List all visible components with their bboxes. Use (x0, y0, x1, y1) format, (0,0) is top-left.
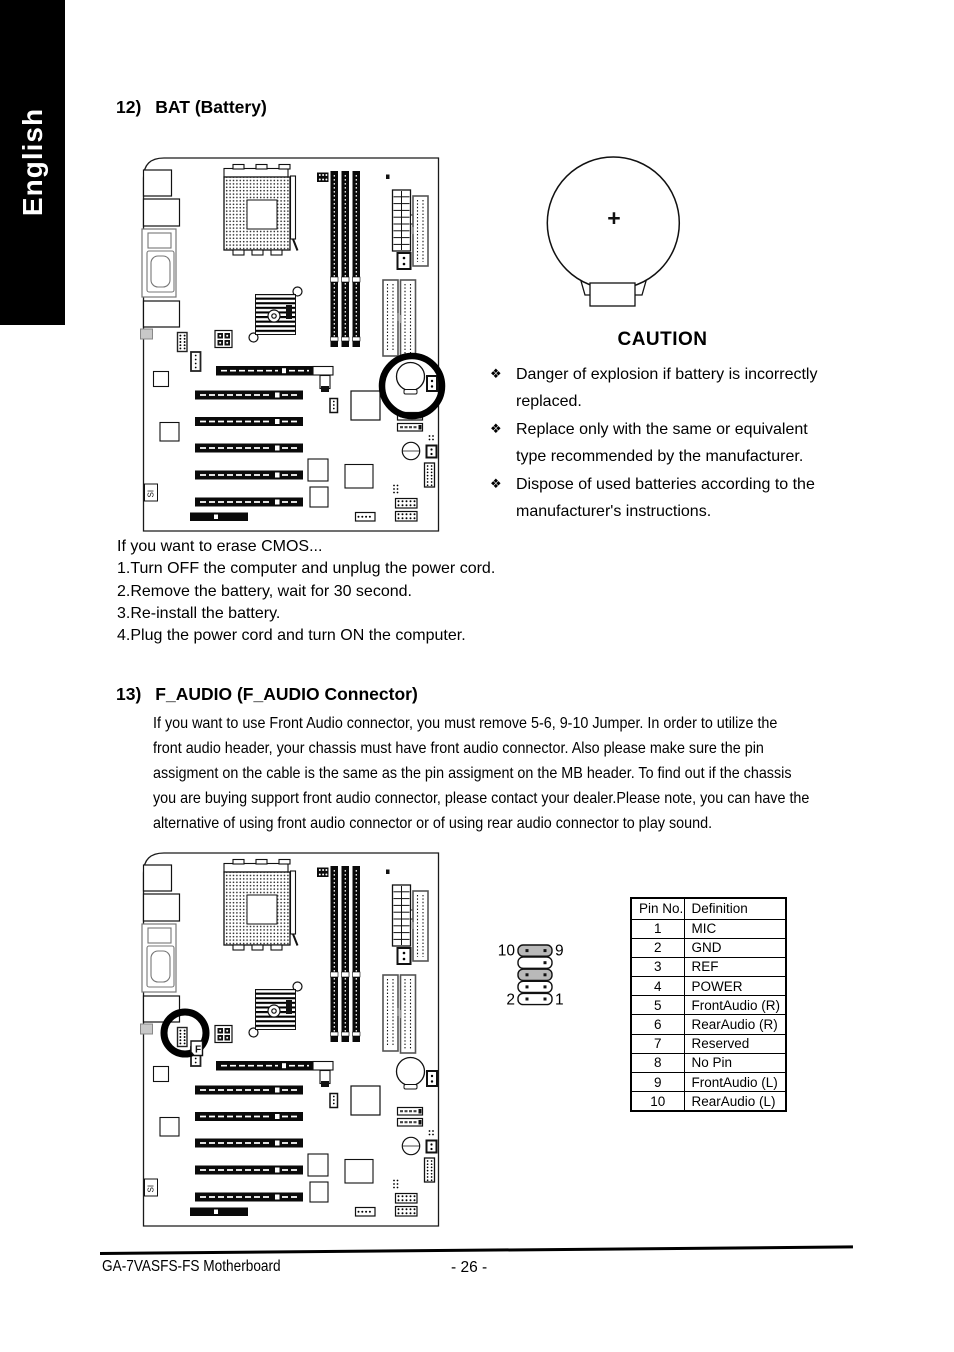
definition-header: Definition (684, 898, 786, 919)
caution-heading: CAUTION (617, 329, 708, 350)
pin-no-header: Pin No. (631, 898, 684, 919)
footer-page-number: - 26 - (451, 1259, 488, 1276)
body-line: If you want to use Front Audio connector, you must remove 5-6, 9-10 Jumper. In order to utilize the (153, 715, 778, 732)
table-row: 1 MIC (631, 919, 786, 938)
battery-polarity-label: + (607, 205, 621, 231)
body-line: assigment on the cable is the same as the pin assigment on the MB header. To find out if the chassis (153, 765, 792, 783)
cmos-step: 2.Remove the battery, wait for 30 second. (117, 582, 412, 600)
caution-line: Dispose of used batteries according to the (516, 475, 815, 493)
cmos-intro: If you want to erase CMOS... (117, 538, 323, 555)
cmos-step: 1.Turn OFF the computer and unplug the power cord. (117, 560, 496, 578)
section12-title (116, 97, 267, 118)
table-row: 2 GND (631, 938, 786, 957)
diamond-bullet-icon: ❖ (490, 475, 502, 491)
section13-number: 13) (116, 684, 142, 704)
body-line: alternative of using front audio connector or of using rear audio connector to play sound. (153, 815, 713, 833)
table-row: 10 RearAudio (L) (631, 1092, 786, 1111)
caution-item (490, 361, 835, 416)
cmos-instructions (117, 536, 495, 648)
jumper-pin2-label: 2 (506, 991, 515, 1009)
caution-line: Danger of explosion if battery is incorrectly (516, 366, 818, 383)
table-row: 6 RearAudio (R) (631, 1015, 786, 1034)
body-line: you are buying support front audio connector, please contact your dealer.Please note, you can have the (153, 790, 810, 808)
language-tab-label: English (17, 107, 48, 217)
caution-line: replaced. (516, 393, 582, 411)
caution-line: manufacturer's instructions. (516, 503, 712, 521)
jumper-pin9-label: 9 (555, 942, 564, 960)
table-header-row (631, 898, 786, 919)
faudio-flag-label: F (195, 1044, 202, 1056)
motherboard-diagram-faudio (140, 850, 450, 1230)
caution-line: type recommended by the manufacturer. (516, 448, 804, 466)
section12-title-text: BAT (Battery) (155, 97, 267, 117)
section13-title (116, 684, 418, 705)
battery-illustration (545, 155, 685, 310)
table-row: 5 FrontAudio (R) (631, 996, 786, 1015)
table-row: 4 POWER (631, 977, 786, 996)
caution-line: Replace only with the same or equivalent (516, 420, 808, 438)
motherboard-diagram-battery (140, 155, 450, 535)
caution-block (490, 329, 835, 525)
diamond-bullet-icon: ❖ (490, 420, 502, 436)
section12-number: 12) (116, 97, 142, 117)
footer-product-name: GA-7VASFS-FS Motherboard (102, 1258, 281, 1275)
body-line: front audio header, your chassis must have front audio connector. Also please make sure the pin (153, 740, 764, 758)
cmos-step: 3.Re-install the battery. (117, 605, 281, 623)
caution-item (490, 416, 835, 471)
table-row: 9 FrontAudio (L) (631, 1073, 786, 1092)
faudio-jumper-figure (488, 936, 572, 1020)
caution-item (490, 471, 835, 526)
jumper-pin1-label: 1 (555, 991, 564, 1009)
jumper-pin10-label: 10 (497, 942, 515, 960)
cmos-step: 4.Plug the power cord and turn ON the computer. (117, 627, 466, 645)
table-row: 8 No Pin (631, 1053, 786, 1072)
table-row: 3 REF (631, 957, 786, 976)
section13-title-text: F_AUDIO (F_AUDIO Connector) (155, 684, 418, 704)
table-row: 7 Reserved (631, 1034, 786, 1053)
diamond-bullet-icon: ❖ (490, 366, 502, 381)
pin-definition-table (630, 897, 787, 1112)
language-tab (0, 0, 65, 325)
section13-body (153, 711, 809, 836)
footer-divider (100, 1245, 853, 1254)
